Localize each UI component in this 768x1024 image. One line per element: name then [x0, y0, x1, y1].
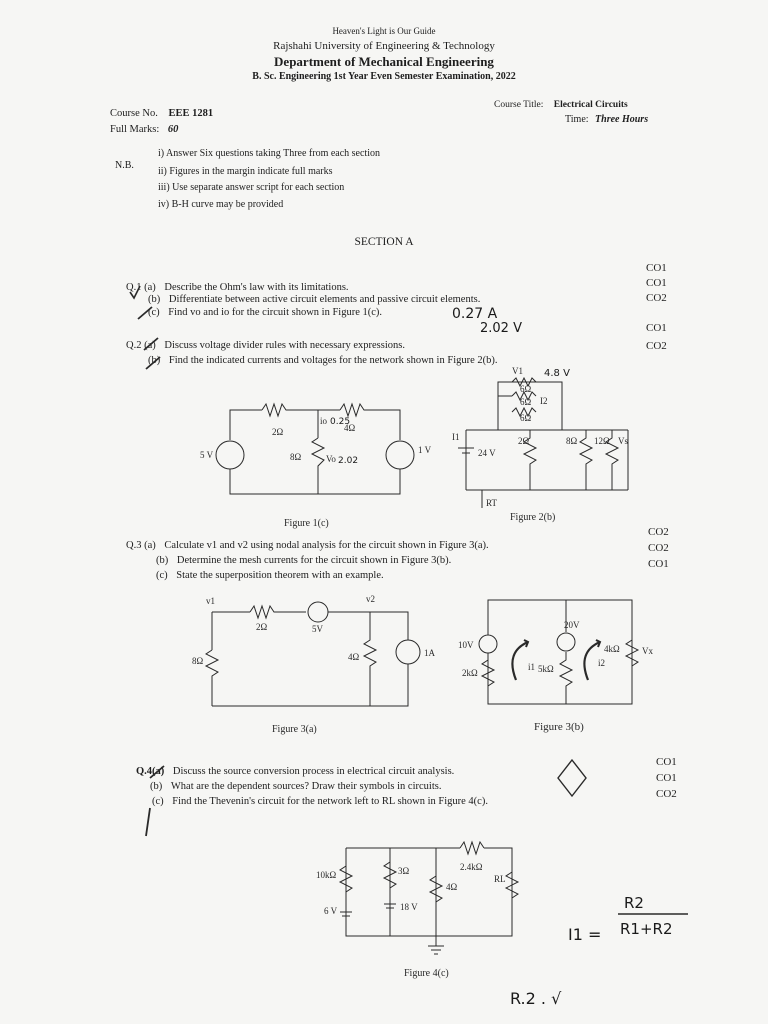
fig3a-caption: Figure 3(a)	[272, 724, 317, 735]
fig4c-rtop-label: 2.4kΩ	[460, 862, 483, 872]
resistor-8ohm	[206, 650, 218, 706]
resistor-2ohm	[250, 606, 306, 618]
voltage-source-20v	[557, 633, 575, 651]
fig3a-r1-label: 2Ω	[256, 622, 268, 632]
fig2b-r2-label: 6Ω	[520, 397, 532, 407]
q4-c-label: (c)	[152, 796, 164, 807]
section-title: SECTION A	[354, 236, 414, 248]
voltage-source-5v	[216, 441, 244, 469]
fig3b-src2-label: 20V	[564, 620, 580, 630]
university-name: Rajshahi University of Engineering & Technology	[273, 40, 495, 52]
fig1c-r3-label: 8Ω	[290, 452, 302, 462]
fig3b-caption: Figure 3(b)	[534, 721, 584, 733]
fig3b-r2-label: 5kΩ	[538, 664, 554, 674]
fig2b-r3-label: 6Ω	[520, 413, 532, 423]
voltage-source-10v	[479, 635, 497, 653]
q3-b-text: Determine the mesh currents for the circuit shown in Figure 3(b).	[176, 555, 452, 566]
fig4c-r3-label: 4Ω	[446, 882, 458, 892]
formula-numerator: R2	[624, 894, 644, 912]
handwritten-note-vo: 2.02	[338, 456, 359, 466]
voltage-source-5v	[308, 602, 328, 622]
q1-co-c: CO2	[646, 292, 667, 304]
fig2b-rt-label: RT	[486, 498, 497, 508]
fig2b-src-label: 24 V	[478, 448, 496, 458]
fig2b-r6-label: 12Ω	[594, 436, 610, 446]
q2-number: Q.2 (a)	[126, 340, 156, 351]
bottom-mark: R.2 . √	[510, 989, 562, 1008]
current-source-1a	[396, 640, 420, 664]
nb-label: N.B.	[115, 160, 134, 171]
formula-denominator: R1+R2	[620, 920, 673, 938]
q3-co-c: CO1	[648, 558, 669, 570]
handwritten-answer-3: 4.8 V	[544, 368, 570, 379]
figure-3b	[458, 600, 653, 733]
handwritten-answer-1: 0.27 A	[452, 306, 498, 322]
full-marks-label: Full Marks:	[110, 124, 160, 135]
fig2b-caption: Figure 2(b)	[510, 512, 556, 523]
resistor-4ohm	[364, 612, 376, 706]
resistor-8ohm	[312, 438, 324, 494]
fig1c-src-left-label: 5 V	[200, 450, 214, 460]
fig4c-r1-label: 10kΩ	[316, 870, 337, 880]
q1-a-text: Describe the Ohm's law with its limitations.	[164, 282, 349, 293]
fig4c-caption: Figure 4(c)	[404, 968, 449, 979]
q1-co-b: CO1	[646, 277, 667, 289]
exam-title: B. Sc. Engineering 1st Year Even Semester Examination, 2022	[252, 71, 516, 82]
exam-time-label: Time:	[565, 114, 589, 125]
fig4c-src1-label: 6 V	[324, 906, 338, 916]
figure-3a	[192, 594, 436, 735]
resistor-5k	[560, 652, 572, 704]
course-no-label: Course No.	[110, 108, 158, 119]
q3-b-label: (b)	[156, 555, 169, 566]
q4-number: Q.4(a)	[136, 766, 165, 777]
q4-co-c: CO2	[656, 788, 677, 800]
fig3b-i2-label: i2	[598, 658, 606, 668]
q2-b-text: Find the indicated currents and voltages for the network shown in Figure 2(b).	[168, 355, 498, 366]
course-title-label: Course Title:	[494, 100, 544, 110]
fig3b-r3-label: 4kΩ	[604, 644, 620, 654]
fig2b-r1-label: 6Ω	[520, 384, 532, 394]
course-title-value: Electrical Circuits	[553, 100, 628, 110]
fig1c-r1-label: 2Ω	[272, 427, 284, 437]
q2-co-a: CO1	[646, 322, 667, 334]
fig1c-src-right-label: 1 V	[418, 445, 432, 455]
q3-co-a: CO2	[648, 526, 669, 538]
q2-co-b: CO2	[646, 340, 667, 352]
fig3b-r1-label: 2kΩ	[462, 668, 478, 678]
fig4c-src2-label: 18 V	[400, 902, 418, 912]
fig1c-r2-label: 4Ω	[344, 423, 356, 433]
q2-a-text: Discuss voltage divider rules with necessary expressions.	[164, 340, 405, 351]
fig3a-src-right-label: 1A	[424, 648, 435, 658]
q3-c-label: (c)	[156, 570, 168, 581]
formula-lhs: I1 =	[568, 925, 602, 944]
figure-1c	[200, 404, 432, 529]
instruction-3: iii) Use separate answer script for each section	[158, 182, 345, 193]
q4-b-text: What are the dependent sources? Draw their symbols in circuits.	[170, 781, 442, 792]
q3-number: Q.3 (a)	[126, 540, 156, 551]
fig2b-i1-label: I1	[452, 432, 460, 442]
q1-c-label: (c)	[148, 307, 160, 318]
fig1c-io-label: io	[320, 416, 328, 426]
department-name: Department of Mechanical Engineering	[274, 54, 494, 69]
fig3b-src1-label: 10V	[458, 640, 474, 650]
q1-b-label: (b)	[148, 294, 161, 305]
full-marks-value: 60	[167, 124, 179, 135]
fig3a-v2-label: v2	[366, 594, 375, 604]
figure-2b	[452, 366, 628, 523]
fig4c-rl-label: RL	[494, 874, 506, 884]
q1-c-text: Find vo and io for the circuit shown in Figure 1(c).	[168, 307, 383, 318]
resistor-2-4k	[460, 842, 484, 854]
fig3a-r3-label: 4Ω	[348, 652, 360, 662]
fig4c-r2-label: 3Ω	[398, 866, 410, 876]
figure-4c	[316, 842, 518, 979]
handwritten-answer-2: 2.02 V	[480, 321, 522, 336]
fig2b-i2-label: I2	[540, 396, 548, 406]
voltage-source-1v	[386, 441, 414, 469]
q1-co-a: CO1	[646, 262, 667, 274]
q1-b-text: Differentiate between active circuit elements and passive circuit elements.	[168, 294, 481, 305]
resistor-8ohm	[580, 430, 592, 490]
instruction-2: ii) Figures in the margin indicate full marks	[158, 166, 333, 177]
q3-c-text: State the superposition theorem with an example.	[176, 570, 384, 581]
q4-b-label: (b)	[150, 781, 163, 792]
q4-c-text: Find the Thevenin's circuit for the network left to RL shown in Figure 4(c).	[172, 796, 488, 807]
q4-a-text: Discuss the source conversion process in electrical circuit analysis.	[172, 766, 455, 777]
fig2b-v1-label: V1	[512, 366, 523, 376]
fig2b-r5-label: 8Ω	[566, 436, 578, 446]
resistor-2ohm	[262, 404, 318, 416]
fig3a-r2-label: 8Ω	[192, 656, 204, 666]
fig3a-v1-label: v1	[206, 596, 215, 606]
instruction-4: iv) B-H curve may be provided	[158, 199, 284, 210]
q2-b-label: (b)	[148, 355, 161, 366]
motto: Heaven's Light is Our Guide	[332, 26, 436, 36]
fig1c-vo-label: Vo	[326, 454, 336, 464]
q3-co-b: CO2	[648, 542, 669, 554]
q4-co-b: CO1	[656, 772, 677, 784]
handwritten-note-io: 0.25	[330, 417, 351, 427]
fig2b-vs-label: Vs	[618, 436, 629, 446]
fig2b-r4-label: 2Ω	[518, 436, 530, 446]
q3-a-text: Calculate v1 and v2 using nodal analysis for the circuit shown in Figure 3(a).	[164, 540, 489, 551]
course-no-value: EEE 1281	[168, 108, 214, 119]
instruction-1: i) Answer Six questions taking Three from each section	[158, 148, 380, 159]
exam-time-value: Three Hours	[595, 114, 649, 125]
fig3b-i1-label: i1	[528, 662, 536, 672]
fig1c-caption: Figure 1(c)	[284, 518, 329, 529]
q1-number: Q.1 (a)	[126, 282, 156, 293]
fig3a-src-top-label: 5V	[312, 624, 323, 634]
fig3b-vx-label: Vx	[642, 646, 653, 656]
q4-co-a: CO1	[656, 756, 677, 768]
